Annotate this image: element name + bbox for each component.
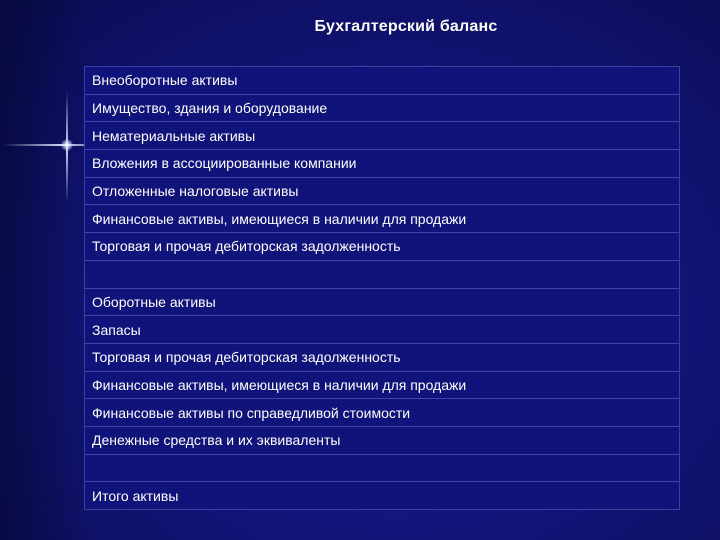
table-row: Финансовые активы, имеющиеся в наличии для продажи (85, 205, 679, 233)
table-row: Финансовые активы по справедливой стоимости (85, 399, 679, 427)
slide-title: Бухгалтерский баланс (314, 18, 498, 35)
sparkle-core (61, 139, 73, 151)
table-row: Денежные средства и их эквиваленты (85, 427, 679, 455)
table-row-current-assets-header: Оборотные активы (85, 289, 679, 317)
table-row: Финансовые активы, имеющиеся в наличии для продажи (85, 372, 679, 400)
table-row: Торговая и прочая дебиторская задолженность (85, 344, 679, 372)
table-row: Вложения в ассоциированные компании (85, 150, 679, 178)
table-row-noncurrent-assets-header: Внеоборотные активы (85, 67, 679, 95)
balance-table (84, 66, 680, 510)
table-row-empty (85, 455, 679, 483)
table-row: Запасы (85, 316, 679, 344)
table-row: Нематериальные активы (85, 122, 679, 150)
table-row: Отложенные налоговые активы (85, 178, 679, 206)
table-row-empty (85, 261, 679, 289)
table-row-total-assets: Итого активы (92, 488, 179, 505)
background-shade (0, 0, 90, 540)
table-row: Имущество, здания и оборудование (85, 95, 679, 123)
balance-table-rows (85, 67, 679, 510)
table-row: Торговая и прочая дебиторская задолженность (85, 233, 679, 261)
